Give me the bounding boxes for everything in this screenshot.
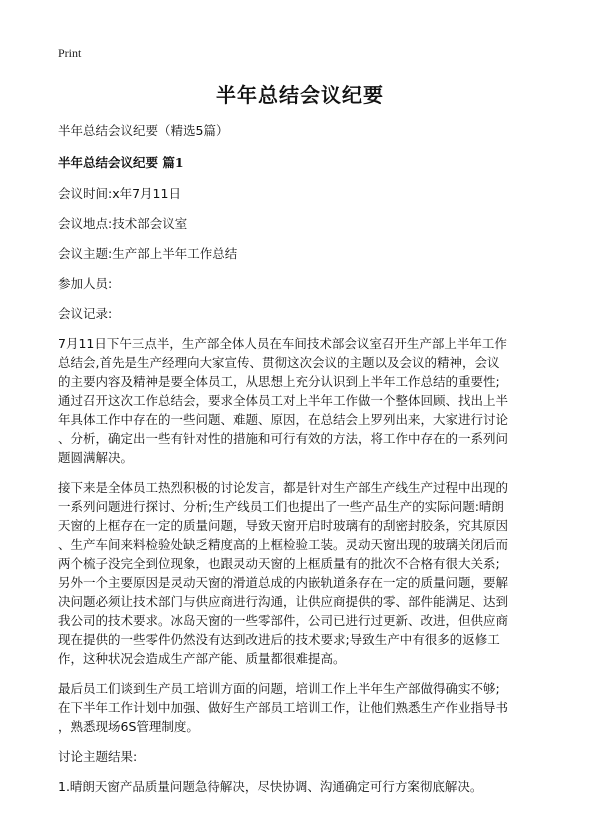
paragraph-line: 总结会,首先是生产经理向大家宣传、贯彻这次会议的主题以及会议的精神，会议: [58, 355, 500, 370]
meeting-place: 会议地点:技术部会议室: [58, 216, 188, 231]
paragraph-line: 的主要内容及精神是要全体员工，从思想上充分认识到上半年工作总结的重要性;: [58, 374, 500, 389]
paragraph-1: [58, 334, 542, 467]
paragraph-line: 7月11日下午三点半，生产部全体人员在车间技术部会议室召开生产部上半年工作: [58, 336, 507, 351]
paragraph-line: 接下来是全体员工热烈积极的讨论发言，都是针对生产部生产线生产过程中出现的: [58, 480, 509, 495]
paragraph-3: [58, 679, 542, 736]
participants-label: 参加人员:: [58, 276, 113, 291]
section-heading: 半年总结会议纪要 篇1: [58, 155, 184, 170]
page-title: 半年总结会议纪要: [216, 83, 384, 107]
document-body: [58, 121, 542, 807]
result-item: 1.晴朗天窗产品质量问题急待解决，尽快协调、沟通确定可行方案彻底解决。: [58, 779, 483, 794]
paragraph-line: 天窗的上框存在一定的质量问题，导致天窗开启时玻璃有的刮密封胶条，究其原因: [58, 518, 509, 533]
paragraph-line: 我公司的技术要求。冰岛天窗的一些零部件，公司已进行过更新、改进，但供应商: [58, 613, 509, 628]
document-subtitle: 半年总结会议纪要（精选5篇）: [58, 123, 229, 138]
results-label: 讨论主题结果:: [58, 749, 138, 764]
meeting-topic: 会议主题:生产部上半年工作总结: [58, 246, 238, 261]
paragraph-line: ，熟悉现场6S管理制度。: [58, 719, 199, 734]
paragraph-line: 作，这种状况会造成生产部产能、质量都很难提高。: [58, 651, 346, 666]
paragraph-line: 、生产车间来料检验处缺乏精度高的上框检验工装。灵动天窗出现的玻璃关闭后而: [58, 537, 509, 552]
paragraph-line: 通过召开这次工作总结会，要求全体员工对上半年工作做一个整体回顾、找出上半: [58, 393, 509, 408]
paragraph-line: 题圆满解决。: [58, 450, 134, 465]
print-label: Print: [58, 46, 82, 60]
meeting-time: 会议时间:x年7月11日: [58, 186, 181, 201]
paragraph-line: 另外一个主要原因是灵动天窗的滑道总成的内嵌轨道条存在一定的质量问题，要解: [58, 575, 509, 590]
paragraph-line: 年具体工作中存在的一些问题、难题、原因，在总结会上罗列出来，大家进行讨论: [58, 412, 509, 427]
paragraph-line: 最后员工们谈到生产员工培训方面的问题，培训工作上半年生产部做得确实不够;: [58, 681, 500, 696]
paragraph-line: 在下半年工作计划中加强、做好生产部员工培训工作，让他们熟悉生产作业指导书: [58, 700, 509, 715]
paragraph-line: 两个梳子没完全到位现象，也跟灵动天窗的上框质量有的批次不合格有很大关系;: [58, 556, 500, 571]
record-label: 会议记录:: [58, 306, 113, 321]
paragraph-line: 、分析，确定出一些有针对性的措施和可行有效的方法，将工作中存在的一系列问: [58, 431, 509, 446]
paragraph-line: 决问题必须让技术部门与供应商进行沟通，让供应商提供的零、部件能满足、达到: [58, 594, 509, 609]
paragraph-line: 现在提供的一些零件仍然没有达到改进后的技术要求;导致生产中有很多的返修工: [58, 632, 500, 647]
paragraph-line: 一系列问题进行探讨、分析;生产线员工们也提出了一些产品生产的实际问题:晴朗: [58, 499, 504, 514]
paragraph-2: [58, 478, 542, 668]
